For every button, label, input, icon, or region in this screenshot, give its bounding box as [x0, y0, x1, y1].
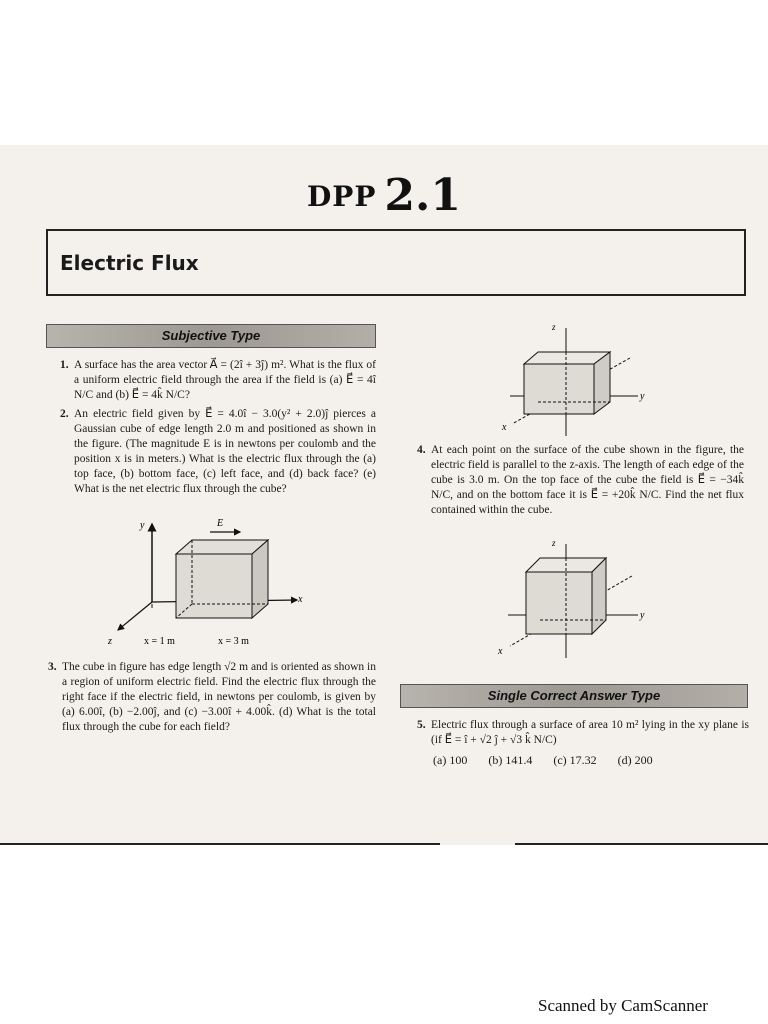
option-c[interactable]: (c) 17.32	[553, 753, 597, 767]
question-number: 5.	[417, 719, 426, 731]
z-label: z	[108, 636, 112, 647]
bottom-rule-right	[515, 843, 768, 845]
topic-title: Electric Flux	[60, 251, 199, 275]
z-label: z	[552, 322, 556, 332]
x-label: x	[498, 646, 503, 657]
question-4	[417, 443, 744, 518]
question-text: An electric field given by E⃗ = 4.0î − 3.0(y² + 2.0)ĵ pierces a Gaussian cube of edge length 2.0 m and positioned as shown in the figure. (The magnitude E is in newtons per coulomb and the position x is in meters.) What is the electric flux through the (a) top face, (b) bottom face, (c) left face, and (d) back face? (e) What is the net electric flux through the cube?	[74, 408, 376, 495]
x-label: x	[502, 422, 507, 433]
answer-options	[433, 753, 671, 768]
cube-right-face	[592, 558, 606, 634]
figure-cube-a	[490, 318, 660, 438]
question-number: 1.	[60, 359, 69, 371]
y-label: y	[640, 391, 645, 402]
dpp-number: 2.1	[384, 170, 461, 221]
x-label: x	[298, 594, 303, 605]
question-text: A surface has the area vector A⃗ = (2î + 3ĵ) m². What is the flux of a uniform electric field through the area if the field is (a) E⃗ = 4î N/C and (b) E⃗ = 4k̂ N/C?	[74, 359, 376, 401]
cube-front-face	[524, 364, 594, 414]
bottom-rule-left	[0, 843, 440, 845]
page-title	[0, 170, 768, 221]
figure-cube-b	[490, 536, 660, 661]
question-2	[60, 407, 376, 497]
question-1	[60, 358, 376, 403]
field-label: E⃗	[217, 518, 231, 529]
question-text: At each point on the surface of the cube shown in the figure, the electric field is parallel to the z-axis. The length of each edge of the cube is 3.0 m. On the top face of the cube the field is E⃗ = −34k̂ N/C, and on the bottom face it is E⃗ = +20k̂ N/C. Find the net flux contained within the cube.	[431, 444, 744, 516]
question-number: 3.	[48, 661, 57, 673]
option-d[interactable]: (d) 200	[617, 753, 653, 767]
question-3	[48, 660, 376, 735]
section-single-correct-header: Single Correct Answer Type	[400, 684, 748, 708]
option-a[interactable]: (a) 100	[433, 753, 468, 767]
z-axis	[118, 602, 152, 630]
question-number: 2.	[60, 408, 69, 420]
question-text: Electric flux through a surface of area 10 m² lying in the xy plane is (if E⃗ = î + √2 ĵ + √3 k̂ N/C)	[431, 719, 749, 746]
y-label: y	[640, 610, 645, 621]
x3-label: x = 3 m	[218, 636, 249, 647]
question-text: The cube in figure has edge length √2 m and is oriented as shown in a region of uniform electric field. Find the electric flux through the right face if the electric field, in newtons per coulomb, is given by (a) 6.00î, (b) −2.00ĵ, and (c) −3.00î + 4.00k̂. (d) What is the total flux through the cube for each field?	[62, 661, 376, 733]
option-b[interactable]: (b) 141.4	[488, 753, 533, 767]
x1-label: x = 1 m	[144, 636, 175, 647]
question-5	[417, 718, 749, 748]
question-number: 4.	[417, 444, 426, 456]
figure-gaussian-cube	[100, 512, 310, 650]
z-label: z	[552, 538, 556, 548]
cube-right-face	[252, 540, 268, 618]
dpp-label: DPP	[307, 180, 377, 213]
section-subjective-header: Subjective Type	[46, 324, 376, 348]
cube-front-face	[526, 572, 592, 634]
y-label: y	[140, 520, 145, 531]
scanner-watermark: Scanned by CamScanner	[538, 996, 708, 1015]
topic-box	[46, 229, 746, 296]
